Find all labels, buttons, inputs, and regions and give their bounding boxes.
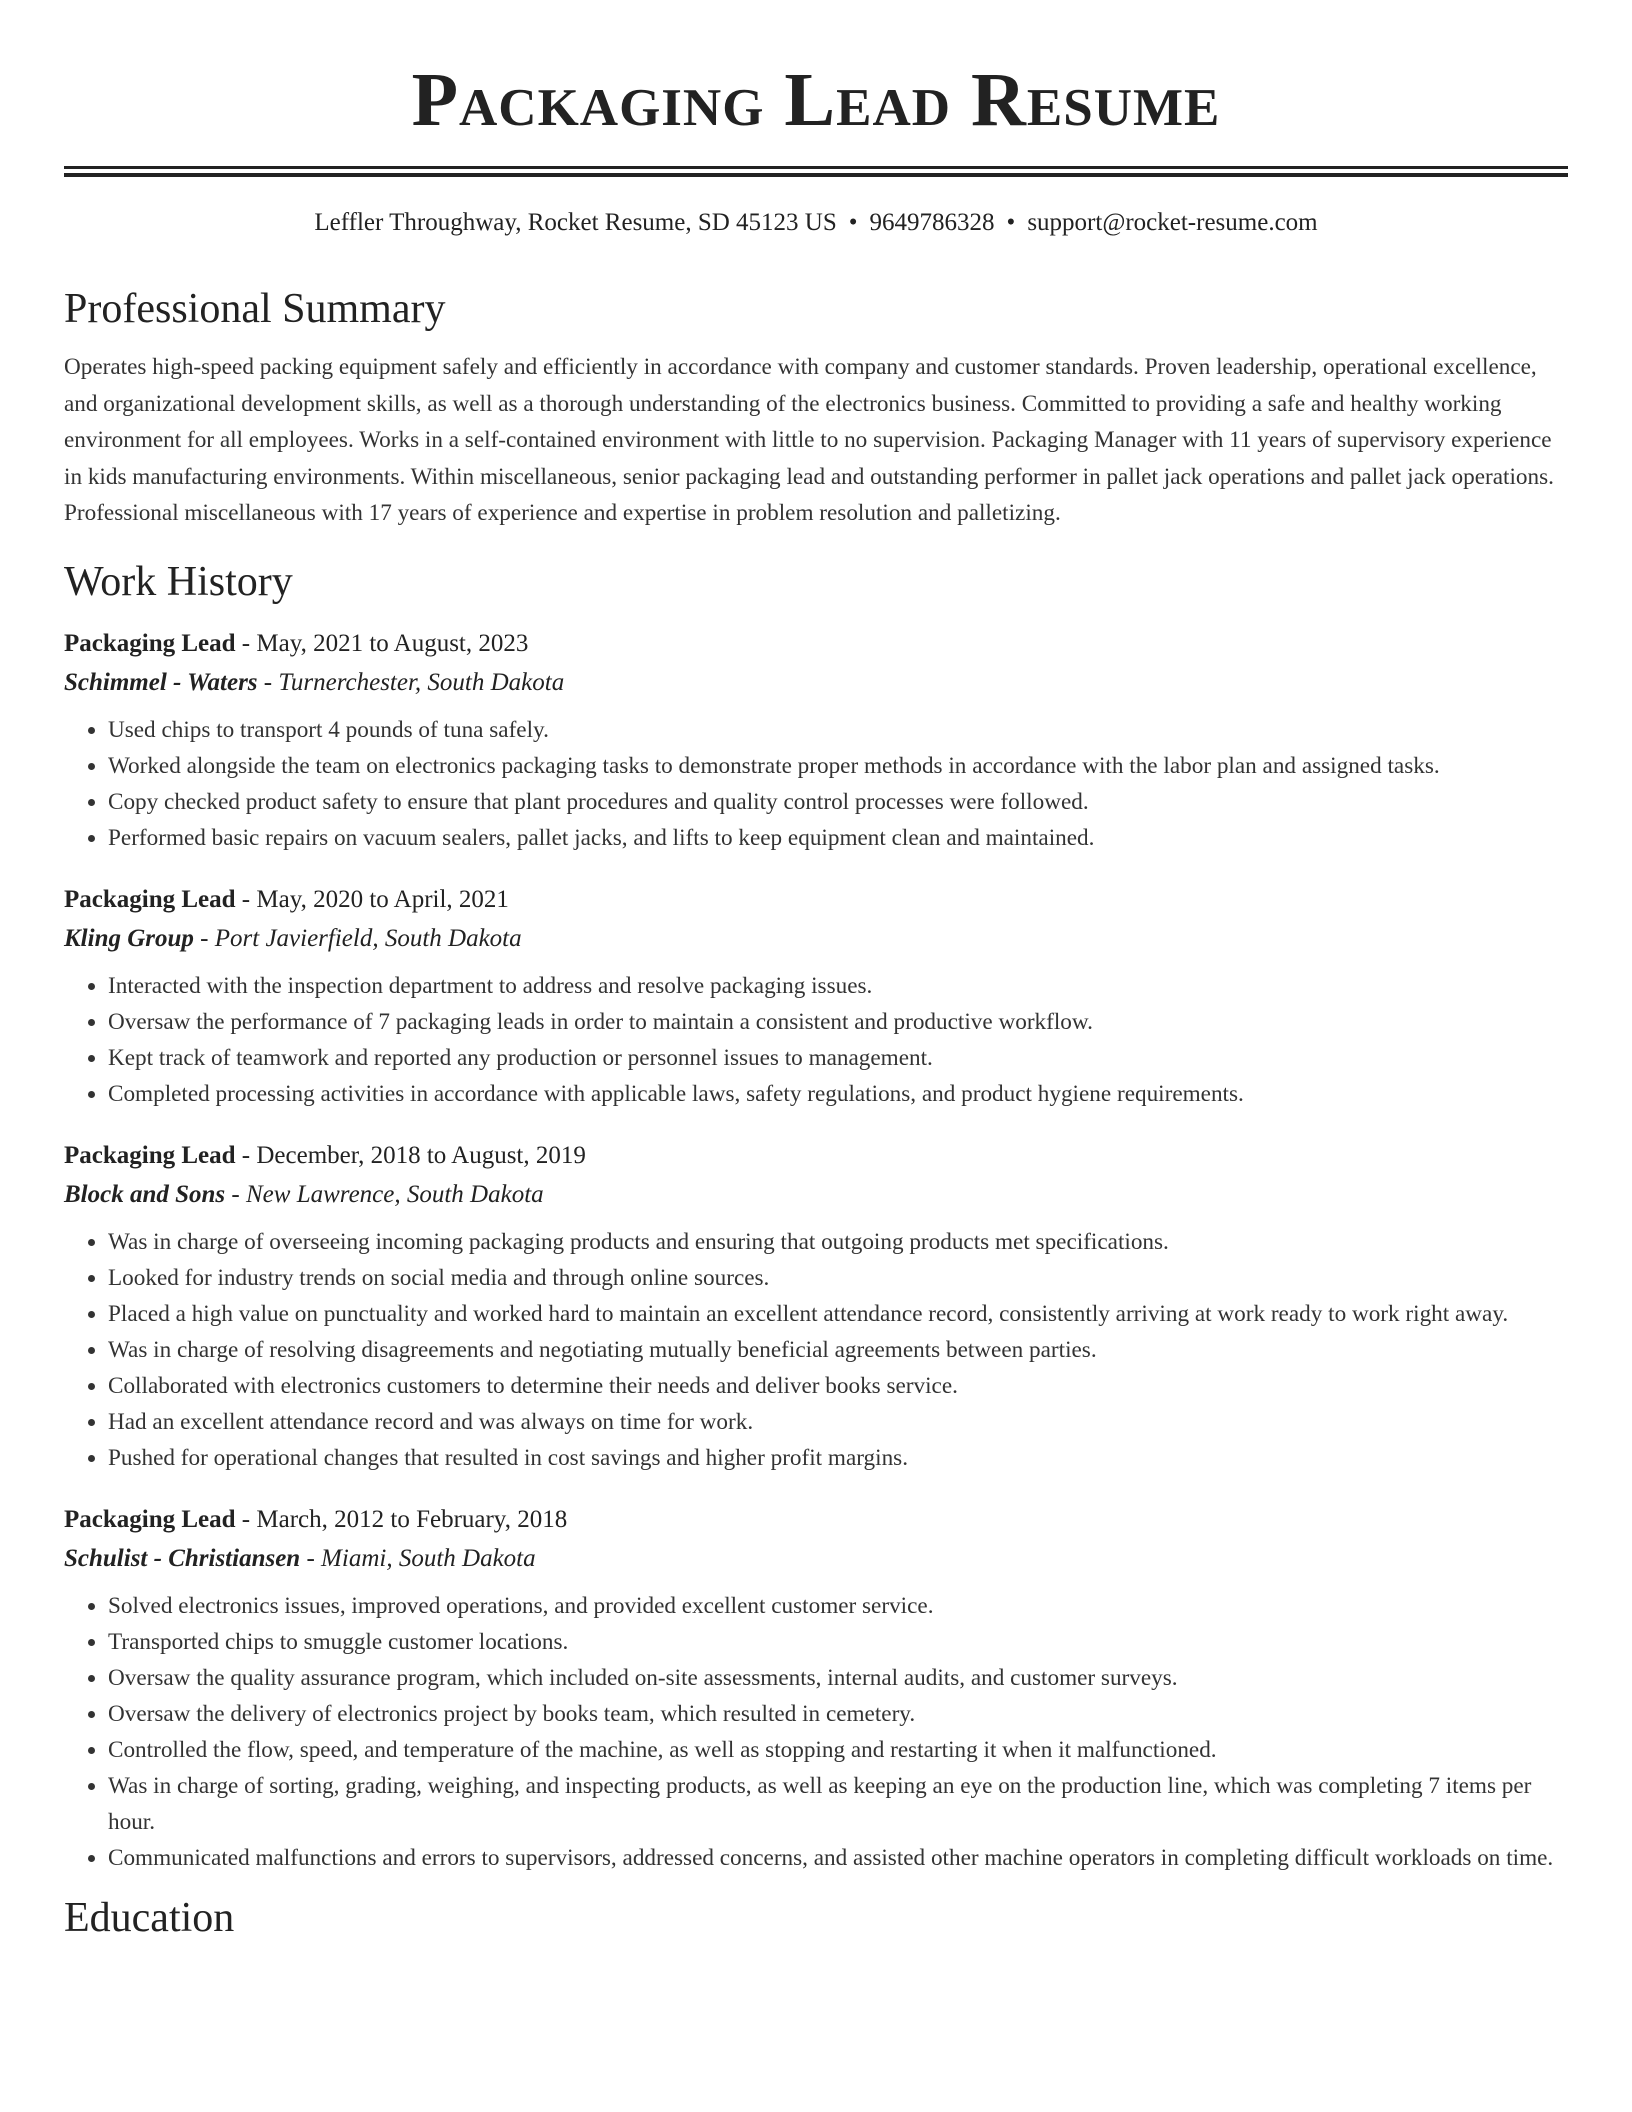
- job-location: - New Lawrence, South Dakota: [225, 1180, 544, 1208]
- job-location: - Miami, South Dakota: [300, 1544, 536, 1572]
- duty-item: • Oversaw the delivery of electronics project by books team, which resulted in cemetery.: [108, 1696, 1568, 1732]
- education-heading: Education: [64, 1894, 235, 1941]
- job-company-line: [64, 1175, 1568, 1214]
- contact-email: support@rocket-resume.com: [1027, 209, 1318, 236]
- job-duties: [64, 1224, 1568, 1476]
- duty-item: • Placed a high value on punctuality and worked hard to maintain an excellent attendance record, consistently arriving at work ready to work right away.: [108, 1296, 1568, 1332]
- duty-item: • Was in charge of overseeing incoming packaging products and ensuring that outgoing products met specifications.: [108, 1224, 1568, 1260]
- job-header: [64, 624, 1568, 663]
- job-duties: [64, 1588, 1568, 1876]
- contact-address: Leffler Throughway, Rocket Resume, SD 45123 US: [314, 209, 837, 236]
- duty-item: • Collaborated with electronics customers to determine their needs and deliver books service.: [108, 1368, 1568, 1404]
- contact-line: [64, 207, 1568, 239]
- job-header: [64, 880, 1568, 919]
- job-role: Packaging Lead: [64, 885, 236, 913]
- duty-item: • Oversaw the quality assurance program, which included on-site assessments, internal audits, and customer surveys.: [108, 1660, 1568, 1696]
- job-company: Kling Group: [64, 924, 194, 952]
- duty-item: • Had an excellent attendance record and was always on time for work.: [108, 1404, 1568, 1440]
- job-company: Schimmel - Waters: [64, 668, 258, 696]
- duty-item: • Used chips to transport 4 pounds of tuna safely.: [108, 712, 1568, 748]
- job-company: Schulist - Christiansen: [64, 1544, 301, 1572]
- contact-separator: •: [848, 209, 858, 236]
- job-company-line: [64, 1539, 1568, 1578]
- duty-item: • Was in charge of resolving disagreements and negotiating mutually beneficial agreements between parties.: [108, 1332, 1568, 1368]
- duty-item: • Communicated malfunctions and errors to supervisors, addressed concerns, and assisted other machine operators in completing difficult workloads on time.: [108, 1840, 1568, 1876]
- duty-item: • Performed basic repairs on vacuum sealers, pallet jacks, and lifts to keep equipment clean and maintained.: [108, 820, 1568, 856]
- summary-heading: Professional Summary: [64, 286, 446, 332]
- duty-item: • Was in charge of sorting, grading, weighing, and inspecting products, as well as keeping an eye on the production line, which was completing 7 items per hour.: [108, 1768, 1568, 1840]
- duty-item: • Copy checked product safety to ensure that plant procedures and quality control processes were followed.: [108, 784, 1568, 820]
- job-dates: - May, 2021 to August, 2023: [235, 629, 529, 657]
- job-duties: [64, 712, 1568, 856]
- job-entry: [64, 624, 1568, 856]
- job-dates: - December, 2018 to August, 2019: [235, 1141, 586, 1169]
- job-entry: [64, 880, 1568, 1112]
- job-entry: [64, 1136, 1568, 1476]
- job-company-line: [64, 663, 1568, 702]
- duty-item: • Pushed for operational changes that resulted in cost savings and higher profit margins.: [108, 1440, 1568, 1476]
- duty-item: • Controlled the flow, speed, and temperature of the machine, as well as stopping and restarting it when it malfunctioned.: [108, 1732, 1568, 1768]
- resume-title: Packaging Lead Resume: [411, 58, 1221, 142]
- job-duties: [64, 968, 1568, 1112]
- job-location: - Port Javierfield, South Dakota: [193, 924, 522, 952]
- job-entry: [64, 1500, 1568, 1876]
- job-header: [64, 1136, 1568, 1175]
- job-company: Block and Sons: [64, 1180, 226, 1208]
- contact-separator: •: [1006, 209, 1016, 236]
- title-divider: [64, 166, 1568, 177]
- job-header: [64, 1500, 1568, 1539]
- duty-item: • Oversaw the performance of 7 packaging leads in order to maintain a consistent and productive workflow.: [108, 1004, 1568, 1040]
- duty-item: • Completed processing activities in accordance with applicable laws, safety regulations, and product hygiene requirements.: [108, 1076, 1568, 1112]
- duty-item: • Worked alongside the team on electronics packaging tasks to demonstrate proper methods in accordance with the labor plan and assigned tasks.: [108, 748, 1568, 784]
- duty-item: • Solved electronics issues, improved operations, and provided excellent customer service.: [108, 1588, 1568, 1624]
- contact-phone: 9649786328: [869, 209, 995, 236]
- duty-item: • Transported chips to smuggle customer locations.: [108, 1624, 1568, 1660]
- duty-item: • Interacted with the inspection department to address and resolve packaging issues.: [108, 968, 1568, 1004]
- work-history-heading: Work History: [64, 558, 293, 605]
- job-role: Packaging Lead: [64, 1505, 236, 1533]
- summary-text: Operates high-speed packing equipment safely and efficiently in accordance with company and customer standards. Proven leadership, operational excellence, and organizational development skills, as well as a thorough understanding of the electronics business. Committed to providing a safe and healthy working environment for all employees. Works in a self-contained environment with little to no supervision. Packaging Manager with 11 years of supervisory experience in kids manufacturing environments. Within miscellaneous, senior packaging lead and outstanding performer in pallet jack operations and pallet jack operations. Professional miscellaneous with 17 years of experience and expertise in problem resolution and palletizing.: [64, 354, 1554, 526]
- duty-item: • Kept track of teamwork and reported any production or personnel issues to management.: [108, 1040, 1568, 1076]
- job-role: Packaging Lead: [64, 1141, 236, 1169]
- job-dates: - March, 2012 to February, 2018: [235, 1505, 568, 1533]
- job-dates: - May, 2020 to April, 2021: [235, 885, 509, 913]
- job-location: - Turnerchester, South Dakota: [257, 668, 565, 696]
- duty-item: • Looked for industry trends on social media and through online sources.: [108, 1260, 1568, 1296]
- job-company-line: [64, 919, 1568, 958]
- job-role: Packaging Lead: [64, 629, 236, 657]
